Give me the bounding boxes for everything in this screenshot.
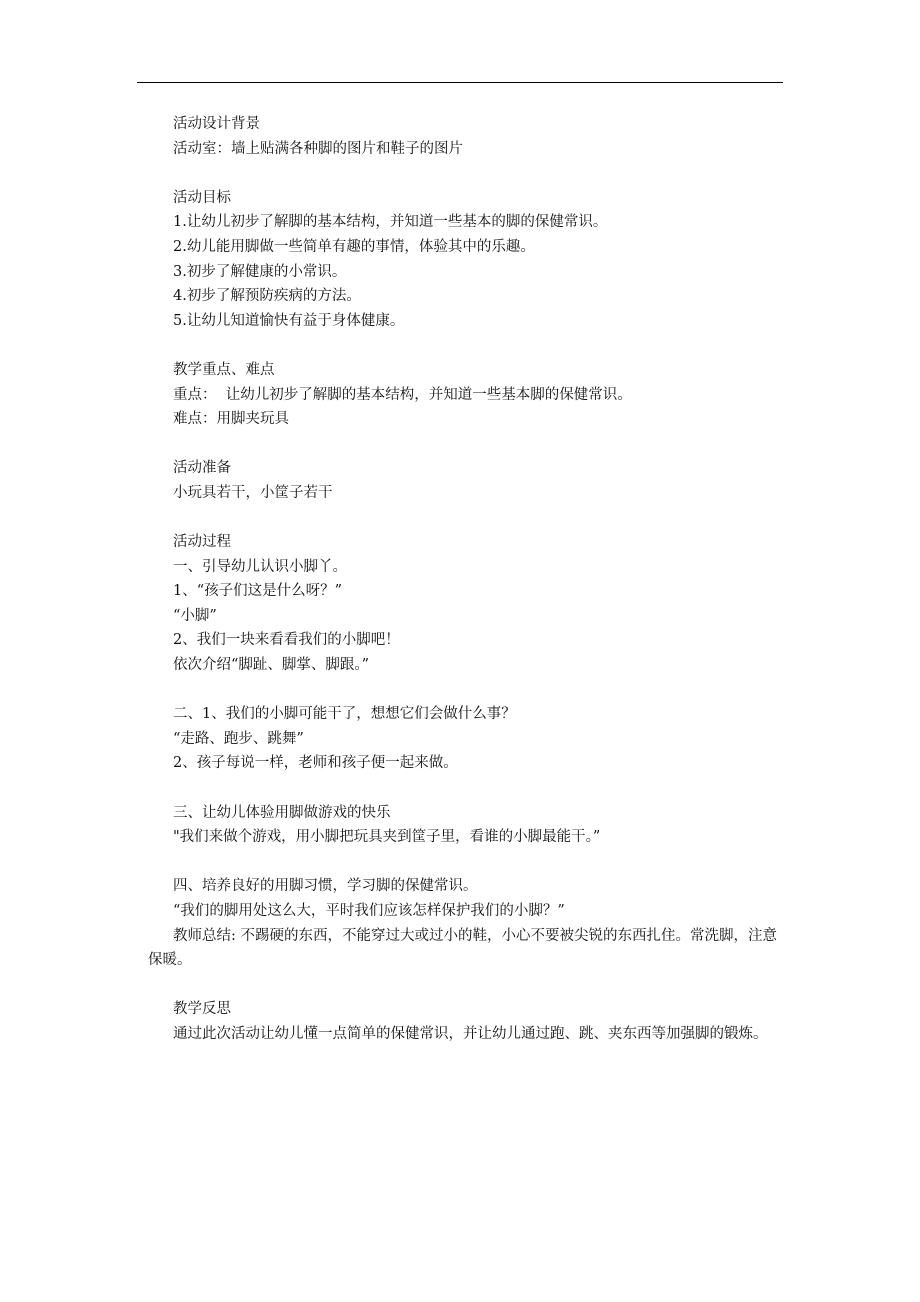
goal-item: 1.让幼儿初步了解脚的基本结构，并知道一些基本的脚的保健常识。 [173, 214, 608, 231]
difficulty-line: 难点：用脚夹玩具 [173, 411, 289, 428]
process-line: “小脚” [173, 607, 217, 624]
process-line: 依次介绍“脚趾、脚掌、脚跟。” [173, 657, 370, 674]
goal-item: 5.让幼儿知道愉快有益于身体健康。 [173, 312, 405, 329]
process-line: 2、我们一块来看看我们的小脚吧！ [173, 632, 400, 649]
section-heading-key-points: 教学重点、难点 [173, 361, 275, 378]
goal-item: 2.幼儿能用脚做一些简单有趣的事情，体验其中的乐趣。 [173, 238, 535, 255]
document-body [148, 112, 785, 1047]
section-gap [173, 333, 785, 358]
process-line: 1、“孩子们这是什么呀？” [173, 583, 343, 600]
step-three-line: 三、让幼儿体验用脚做游戏的快乐 [173, 804, 391, 821]
header-rule [137, 82, 783, 83]
section-gap [173, 850, 785, 875]
section-heading-preparation: 活动准备 [173, 460, 231, 477]
goal-item: 3.初步了解健康的小常识。 [173, 263, 347, 280]
section-gap [173, 506, 785, 531]
section-gap [173, 432, 785, 457]
section-heading-background: 活动设计背景 [173, 116, 260, 132]
step-three-line: "我们来做个游戏，用小脚把玩具夹到筐子里，看谁的小脚最能干。” [173, 829, 601, 846]
section-heading-reflection: 教学反思 [173, 1001, 231, 1018]
section-gap [173, 776, 785, 801]
process-line: 一、引导幼儿认识小脚丫。 [173, 558, 347, 575]
step-four-line: 四、培养良好的用脚习惯，学习脚的保健常识。 [173, 878, 478, 895]
step-two-line: 二、1、我们的小脚可能干了，想想它们会做什么事？ [173, 706, 516, 723]
background-line: 活动室：墙上贴满各种脚的图片和鞋子的图片 [173, 140, 463, 157]
section-gap [173, 678, 785, 703]
reflection-paragraph: 通过此次活动让幼儿懂一点简单的保健常识，并让幼儿通过跑、跳、夹东西等加强脚的锻炼。 [173, 1025, 768, 1042]
section-heading-goals: 活动目标 [173, 189, 231, 206]
step-two-line: 2、孩子每说一样，老师和孩子便一起来做。 [173, 755, 458, 772]
section-gap [173, 161, 785, 186]
teacher-summary-paragraph: 教师总结: 不踢硬的东西，不能穿过大或过小的鞋，小心不要被尖锐的东西扎住。常洗脚，注意保暖。 [148, 927, 777, 969]
preparation-line: 小玩具若干，小筐子若干 [173, 484, 333, 501]
key-point-line: 重点： 让幼儿初步了解脚的基本结构，并知道一些基本脚的保健常识。 [173, 386, 632, 403]
step-two-line: “走路、跑步、跳舞” [173, 730, 304, 747]
section-gap [173, 973, 785, 998]
step-four-line: “我们的脚用处这么大，平时我们应该怎样保护我们的小脚？” [173, 903, 565, 919]
section-heading-process: 活动过程 [173, 534, 231, 551]
goal-item: 4.初步了解预防疾病的方法。 [173, 288, 361, 305]
